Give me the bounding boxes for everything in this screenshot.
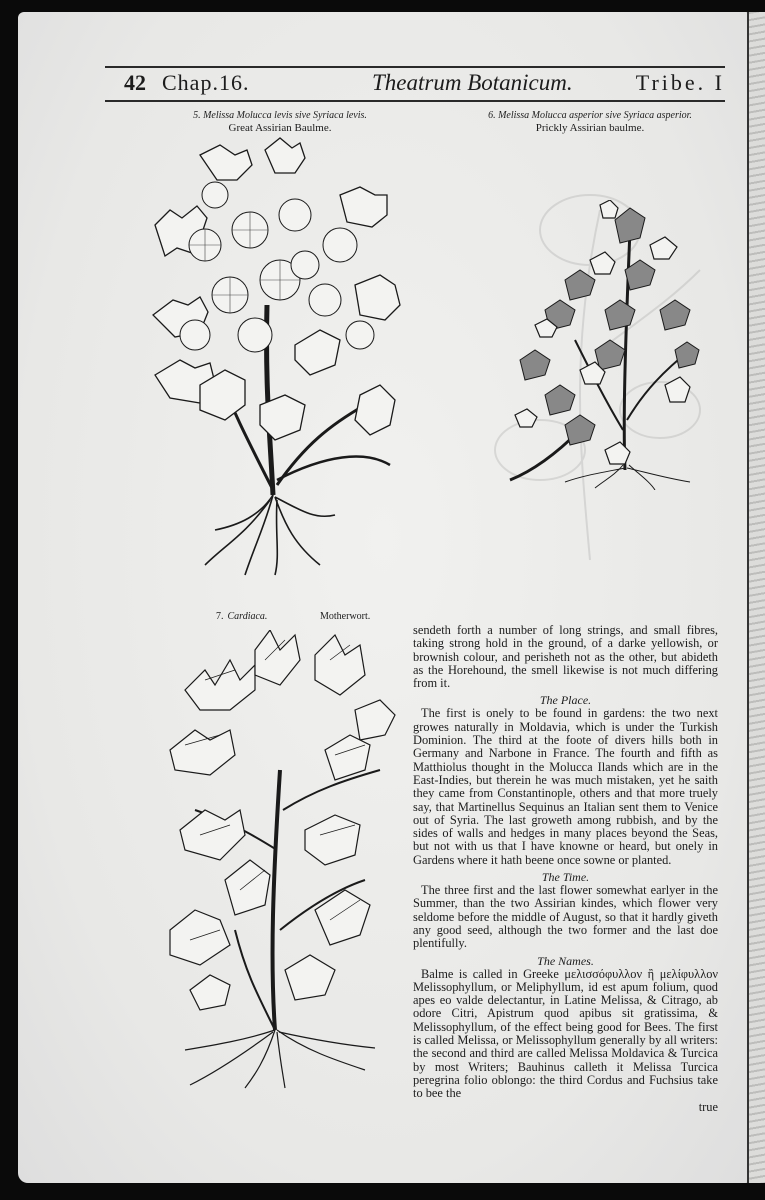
figure-7-illustration — [165, 630, 405, 1090]
figure-6-caption — [475, 110, 705, 134]
figure-6-illustration — [505, 200, 705, 490]
section-text-place: The first is onely to be found in gardens: the two next growes naturally in Moldavia, which is under the Turkish Dominion. The third at the foote of divers hills both in Germany and Narbone in France. The fourth and fifth as Matthiolus thought in the Molucca Ilands which are in the East-Indies, but therein he was much mistaken, yet he saith they came from Constantinople, others and that more truely say, that Martinellus Sequinus an Italian sent them to Venice out of Syria. The last groweth among rubbish, and by the sides of walls and hedges in many places beyond the Seas, but not with us that I have knowne or heard, but onely in Gardens where it hath beene once sowne or planted. — [413, 706, 718, 867]
next-page-edge — [749, 12, 765, 1183]
section-heading-time: The Time. — [541, 870, 590, 885]
figure-5-caption — [180, 110, 380, 134]
figure-5-latin: 5. Melissa Molucca levis sive Syriaca levis. — [193, 110, 367, 121]
page-number: 42 — [124, 70, 146, 95]
figure-6-english: Prickly Assirian baulme. — [535, 122, 645, 134]
figure-7-english: Motherwort. — [320, 611, 371, 622]
section-heading-place: The Place. — [539, 693, 592, 708]
tribe-label: Tribe. I — [635, 70, 725, 95]
description-continued: sendeth forth a number of long strings, and small fibres, taking strong hold in the ground, of a darke yellowish, or brownish colour, and perisheth not as the other, but abideth as the Horehound, the smell likewise is not much differing from it. — [413, 623, 718, 691]
figure-5-illustration — [145, 135, 405, 580]
body-text — [413, 624, 718, 1114]
header-rule-top — [105, 66, 725, 68]
chapter-label: Chap.16. — [162, 70, 250, 95]
figure-5-english: Great Assirian Baulme. — [228, 122, 332, 134]
section-heading-names: The Names. — [537, 953, 594, 968]
section-text-time: The three first and the last flower somewhat earlyer in the Summer, than the two Assirian kindes, which flower very seldome before the middle of August, so that it hardly giveth any good seed, although the two former and the last doe plentifully. — [413, 883, 718, 951]
figure-6-latin: 6. Melissa Molucca asperior sive Syriaca asperior. — [488, 110, 692, 121]
book-title: Theatrum Botanicum. — [372, 70, 573, 95]
header-rule-bottom — [105, 100, 725, 102]
catchword: true — [698, 1099, 718, 1114]
figure-7-latin: Cardiaca. — [227, 611, 268, 622]
section-text-names: Balme is called in Greeke μελισσόφυλλον ἢ μελίφυλλον Melissophyllum, or Meliphyllum, id est apum folium, quod apes eo valde delectantur, in Latine Melissa, & Citrago, ab odore Citri, Apistrum quod apibus sit gratissima, & Melissophyllum, of the effect being good for Bees. The first is called Melissa, or Melissophyllum generally by all writers: the second and third are called Melissa Moldavica & Turcica by most Writers; Bauhinus calleth it Melissa Turcica peregrina folio oblongo: the third Cordus and Fuchsius take to bee the — [413, 966, 718, 1101]
figure-7-caption: 7. Cardiaca. Motherwort. — [216, 611, 371, 622]
running-header — [120, 70, 725, 98]
